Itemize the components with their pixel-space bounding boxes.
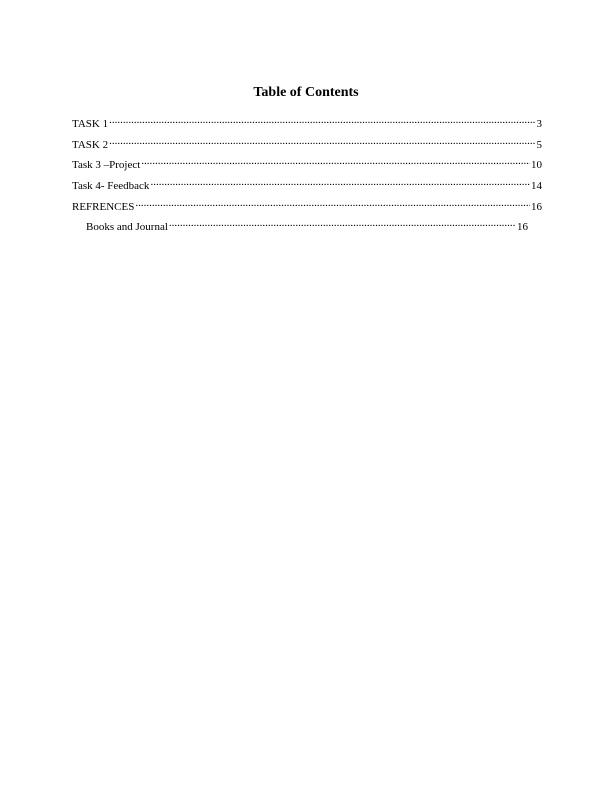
toc-entry-task-4[interactable] [72,176,542,197]
toc-entry-page-number: 10 [531,159,542,172]
toc-entry-page-number: 5 [536,138,542,151]
toc-entry-label: REFRENCES [72,200,135,213]
toc-entry-label: Task 3 –Project [72,159,141,172]
toc-entry-page-number: 16 [531,200,542,213]
toc-dot-leader [135,197,530,210]
toc-dot-leader [109,114,535,127]
toc-entry-label: Task 4- Feedback [72,180,150,193]
toc-entry-label: TASK 1 [72,118,109,130]
toc-dot-leader [169,217,516,230]
toc-entry-page-number: 16 [517,221,528,234]
toc-dot-leader [109,135,535,148]
toc-entry-page-number: 14 [531,180,542,193]
toc-entry-label: Books and Journal [86,221,168,234]
toc-entry-task-2[interactable] [72,135,542,156]
toc-entry-books-and-journal[interactable] [86,217,528,238]
toc-entry-references[interactable] [72,197,542,218]
toc-title: Table of Contents [253,85,359,100]
toc-entry-task-1[interactable] [72,114,542,135]
toc-entry-page-number: 3 [536,118,542,130]
toc-entry-label: TASK 2 [72,138,109,151]
toc-entry-task-3[interactable] [72,155,542,176]
toc-dot-leader [141,155,530,168]
toc-list [72,114,542,238]
toc-dot-leader [150,176,530,189]
